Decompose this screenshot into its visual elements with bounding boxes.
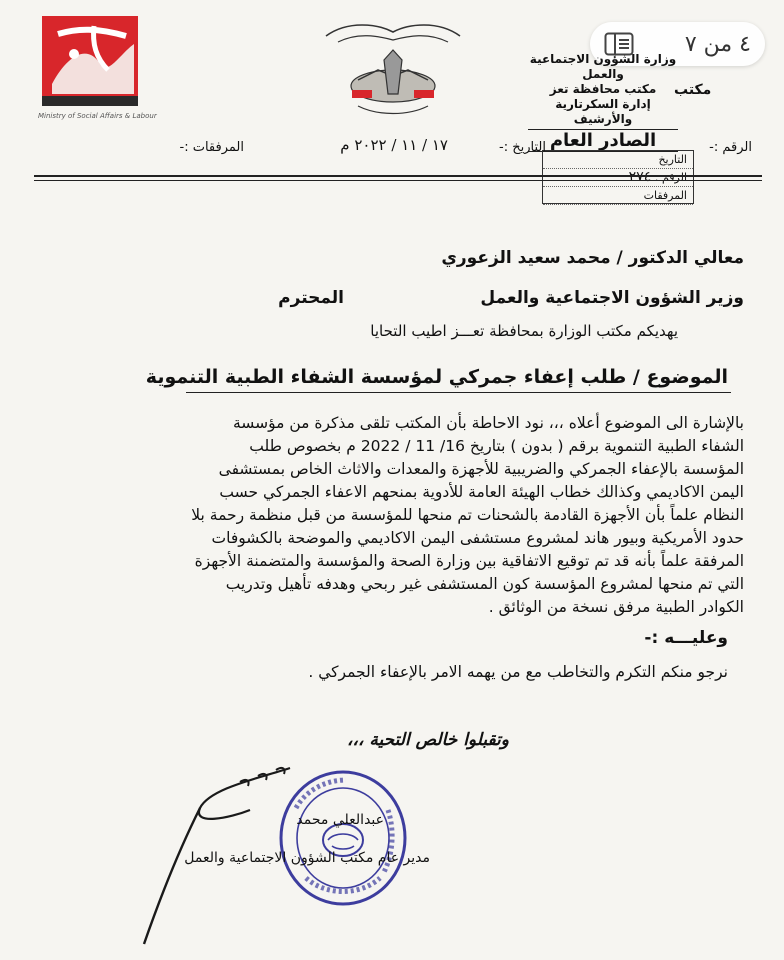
body-line: الشفاء الطبية التنموية برقم ( بدون ) بتاريخ 16/ 11 / 2022 م بخصوص طلب <box>249 437 744 455</box>
greeting-line: يهديكم مكتب الوزارة بمحافظة تعـــز اطيب التحايا <box>370 322 678 340</box>
body-line: الكوادر الطبية مرفق نسخة من الوثائق . <box>488 598 744 616</box>
official-seal <box>276 768 410 908</box>
outgoing-stamp: التاريخ الرقم : ٢٧٤ المرفقات <box>542 150 694 204</box>
body-line: النظام علماً بأن الأجهزة القادمة بالشحنات تم منحها للمؤسسة من قبل منظمة رحمة بلا <box>191 506 744 524</box>
body-line: اليمن الاكاديمي وكذالك خطاب الهيئة العامة للأدوية بمنحهم الاعفاء الجمركي حسب <box>219 483 744 501</box>
subject-underline <box>186 392 731 393</box>
stamp-date-label: التاريخ <box>543 151 693 169</box>
outgoing-label: الصادر العام <box>528 129 678 152</box>
ministry-logo <box>38 14 157 126</box>
ministry-header <box>528 52 678 152</box>
department-name: إدارة السكرتارية والأرشيف <box>555 97 651 126</box>
ministry-name: وزارة الشؤون الاجتماعية والعمل <box>529 52 677 81</box>
addressee-role: وزير الشؤون الاجتماعية والعمل <box>480 288 744 308</box>
stamp-attachments-label: المرفقات <box>543 187 693 205</box>
addressee-line: معالي الدكتور / محمد سعيد الزعوري <box>441 248 744 268</box>
letter-body <box>54 412 744 619</box>
therefore-label: وعليـــه :- <box>644 628 728 648</box>
attachments-label: المرفقات :- <box>179 140 244 155</box>
body-line: التي تم منحها لمشروع المؤسسة كون المستشفى غير ربحي وهدفه تأهيل وتدريب <box>225 575 744 593</box>
logo-caption: Ministry of Social Affairs & Labour <box>38 112 157 120</box>
stamp-number-value: ٢٧٤ <box>628 169 652 185</box>
subject-line: الموضوع / طلب إعفاء جمركي لمؤسسة الشفاء الطبية التنموية <box>145 366 728 388</box>
date-label: التاريخ :- <box>499 140 546 155</box>
body-line: حدود الأمريكية وبيور هاند لمشروع مستشفى اليمن الاكاديمي والموضحة بالكشوفات <box>211 529 744 547</box>
body-line: بالإشارة الى الموضوع أعلاه ،،، نود الاحاطة بأن المكتب تلقى مذكرة من مؤسسة <box>232 414 744 432</box>
stamp-number-label: الرقم <box>661 171 687 184</box>
closing-line: وتقبلوا خالص التحية ،،، <box>347 730 509 750</box>
header-rule <box>34 175 762 177</box>
body-line: المؤسسة بالإعفاء الجمركي والضريبية للأجهزة والمعدات والاثاث الخاص بمستشفى <box>218 460 744 478</box>
page-counter-label: ٤ من ٧ <box>684 31 751 57</box>
national-emblem <box>318 14 468 124</box>
signer-title: مدير عام مكتب الشؤون الاجتماعية والعمل <box>184 850 430 866</box>
date-value: ١٧ / ١١ / ٢٠٢٢ م <box>340 136 448 154</box>
request-line: نرجو منكم التكرم والتخاطب مع من يهمه الامر بالإعفاء الجمركي . <box>308 663 728 681</box>
office-label: مكتب <box>674 82 712 98</box>
signer-name: عبدالعلي محمد <box>296 812 384 828</box>
header-rule-thin <box>34 180 762 181</box>
honorific: المحترم <box>278 288 344 308</box>
governorate-office: مكتب محافظة تعز <box>549 82 657 96</box>
body-line: المرفقة علماً بأنه قد تم توقيع الاتفاقية بين وزارة الصحة والمؤسسة والمتضمنة الأجهزة <box>194 552 744 570</box>
ref-label: الرقم :- <box>709 140 752 155</box>
